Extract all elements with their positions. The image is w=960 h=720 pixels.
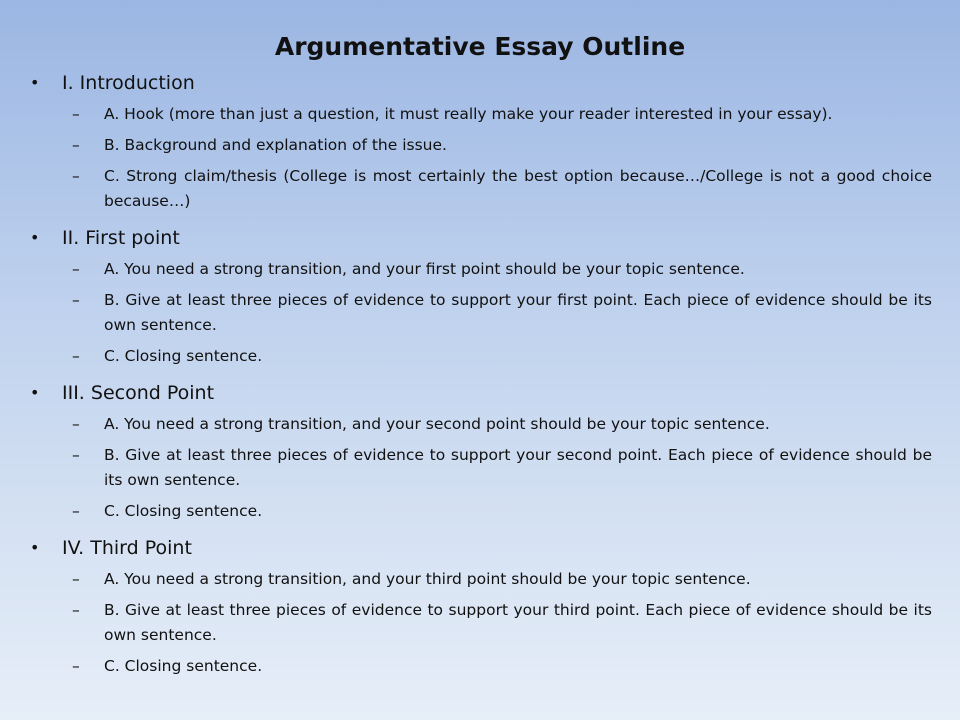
outline-list [0,70,960,690]
sub-item-text: B. Background and explanation of the issue. [104,136,447,154]
dash-icon: – [72,415,80,433]
sub-item [0,257,960,282]
bullet-icon: • [30,538,40,557]
sub-item-text: B. Give at least three pieces of evidence to support your first point. Each piece of evidence should be its own sentence. [104,291,932,334]
sub-item [0,344,960,369]
sub-item [0,288,960,338]
slide-title: Argumentative Essay Outline [274,32,686,61]
sub-item [0,443,960,493]
sub-item [0,598,960,648]
dash-icon: – [72,570,80,588]
sub-item-text: B. Give at least three pieces of evidence to support your third point. Each piece of evidence should be its own sentence. [104,601,932,644]
sub-item-text: C. Strong claim/thesis (College is most certainly the best option because…/College is not a good choice because…) [104,167,932,210]
bullet-icon: • [30,228,40,247]
outline-section [0,70,960,214]
sub-item [0,412,960,437]
section-heading-row [0,225,960,251]
section-heading: II. First point [62,227,180,249]
dash-icon: – [72,136,80,154]
sub-item [0,164,960,214]
sub-list [0,412,960,524]
dash-icon: – [72,446,80,464]
dash-icon: – [72,657,80,675]
sub-list [0,257,960,369]
section-heading: III. Second Point [62,382,215,404]
section-heading: IV. Third Point [62,537,192,559]
sub-item [0,567,960,592]
sub-item-text: C. Closing sentence. [104,347,263,365]
sub-item-text: C. Closing sentence. [104,502,263,520]
sub-item [0,102,960,127]
bullet-icon: • [30,73,40,92]
sub-item [0,499,960,524]
section-heading-row [0,70,960,96]
bullet-icon: • [30,383,40,402]
dash-icon: – [72,105,80,123]
dash-icon: – [72,291,80,309]
sub-list [0,102,960,214]
sub-item-text: A. You need a strong transition, and your third point should be your topic sentence. [104,570,751,588]
outline-section [0,380,960,524]
sub-item [0,654,960,679]
sub-item-text: C. Closing sentence. [104,657,263,675]
section-heading-row [0,535,960,561]
dash-icon: – [72,601,80,619]
sub-item-text: B. Give at least three pieces of evidence to support your second point. Each piece of evidence should be its own sentence. [104,446,932,489]
sub-item-text: A. Hook (more than just a question, it must really make your reader interested in your essay). [104,105,833,123]
sub-item [0,133,960,158]
dash-icon: – [72,260,80,278]
outline-section [0,225,960,369]
outline-section [0,535,960,679]
dash-icon: – [72,502,80,520]
dash-icon: – [72,347,80,365]
sub-item-text: A. You need a strong transition, and your first point should be your topic sentence. [104,260,745,278]
dash-icon: – [72,167,80,185]
section-heading: I. Introduction [62,72,195,94]
sub-item-text: A. You need a strong transition, and your second point should be your topic sentence. [104,415,770,433]
section-heading-row [0,380,960,406]
sub-list [0,567,960,679]
